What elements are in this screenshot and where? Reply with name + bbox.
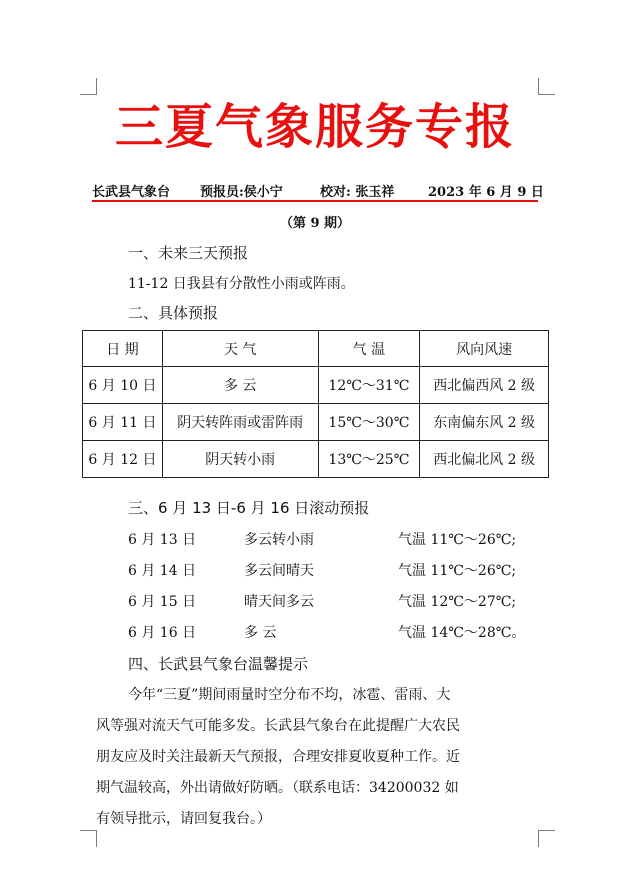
report-title: 三夏气象服务专报 bbox=[114, 99, 515, 155]
section2-heading: 二、具体预报 bbox=[128, 304, 219, 322]
rolling-date: 6 月 14 日 bbox=[128, 563, 197, 579]
rolling-temp: 气温 11℃～26℃; bbox=[398, 563, 517, 579]
rolling-forecast-row bbox=[128, 529, 548, 549]
table-header-row bbox=[83, 331, 549, 367]
tips-line: 朋友应及时关注最新天气预报，合理安排夏收夏种工作。近 bbox=[96, 749, 460, 765]
red-rule bbox=[92, 200, 538, 202]
rolling-date: 6 月 16 日 bbox=[128, 625, 197, 641]
rolling-forecast-row bbox=[128, 622, 548, 642]
table-cell: 13℃～25℃ bbox=[318, 441, 420, 478]
tips-line: 风等强对流天气可能多发。长武县气象台在此提醒广大农民 bbox=[96, 718, 460, 734]
tips-line: 今年“三夏”期间雨量时空分布不均，冰雹、雷雨、大 bbox=[128, 687, 451, 703]
table-cell: 6 月 10 日 bbox=[83, 367, 163, 404]
rolling-date: 6 月 13 日 bbox=[128, 532, 197, 548]
tips-paragraph bbox=[96, 680, 536, 835]
section4-heading: 四、长武县气象台温馨提示 bbox=[128, 655, 309, 673]
byline-checker: 校对: 张玉祥 bbox=[320, 185, 395, 200]
table-cell: 西北偏北风 2 级 bbox=[420, 441, 549, 478]
crop-mark-bottom-right bbox=[538, 830, 555, 847]
section3-heading: 三、6 月 13 日-6 月 16 日滚动预报 bbox=[128, 499, 370, 517]
rolling-temp: 气温 14℃～28℃。 bbox=[398, 625, 526, 641]
table-header-cell: 日 期 bbox=[83, 331, 163, 367]
table-cell: 阴天转小雨 bbox=[162, 441, 318, 478]
rolling-weather: 多云间晴天 bbox=[244, 563, 314, 579]
table-header-cell: 风向风速 bbox=[420, 331, 549, 367]
table-cell: 阴天转阵雨或雷阵雨 bbox=[162, 404, 318, 441]
table-header-cell: 气 温 bbox=[318, 331, 420, 367]
table-cell: 15℃～30℃ bbox=[318, 404, 420, 441]
section1-heading: 一、未来三天预报 bbox=[128, 244, 249, 262]
table-row bbox=[83, 404, 549, 441]
rolling-forecast-row bbox=[128, 591, 548, 611]
table-cell: 多 云 bbox=[162, 367, 318, 404]
crop-mark-bottom-left bbox=[80, 830, 97, 847]
table-row bbox=[83, 441, 549, 478]
tips-line: 有领导批示，请回复我台。） bbox=[96, 811, 271, 827]
rolling-temp: 气温 12℃～27℃; bbox=[398, 594, 517, 610]
table-cell: 12℃～31℃ bbox=[318, 367, 420, 404]
rolling-forecast-row bbox=[128, 560, 548, 580]
byline-date: 2023 年 6 月 9 日 bbox=[428, 185, 544, 200]
byline bbox=[92, 181, 544, 201]
byline-forecaster: 预报员:侯小宁 bbox=[200, 185, 283, 200]
rolling-date: 6 月 15 日 bbox=[128, 594, 197, 610]
rolling-temp: 气温 11℃～26℃; bbox=[398, 532, 517, 548]
section1-text: 11-12 日我县有分散性小雨或阵雨。 bbox=[128, 276, 355, 292]
rolling-weather: 多云转小雨 bbox=[244, 532, 314, 548]
issue-number: （第 9 期） bbox=[279, 216, 351, 231]
table-cell: 6 月 12 日 bbox=[83, 441, 163, 478]
rolling-weather: 晴天间多云 bbox=[244, 594, 314, 610]
byline-office: 长武县气象台 bbox=[92, 185, 171, 200]
forecast-table bbox=[82, 330, 549, 478]
rolling-weather: 多 云 bbox=[244, 625, 277, 641]
tips-line: 期气温较高，外出请做好防晒。（联系电话：34200032 如 bbox=[96, 780, 459, 796]
table-cell: 东南偏东风 2 级 bbox=[420, 404, 549, 441]
table-header-cell: 天 气 bbox=[162, 331, 318, 367]
table-cell: 6 月 11 日 bbox=[83, 404, 163, 441]
table-cell: 西北偏西风 2 级 bbox=[420, 367, 549, 404]
table-row bbox=[83, 367, 549, 404]
